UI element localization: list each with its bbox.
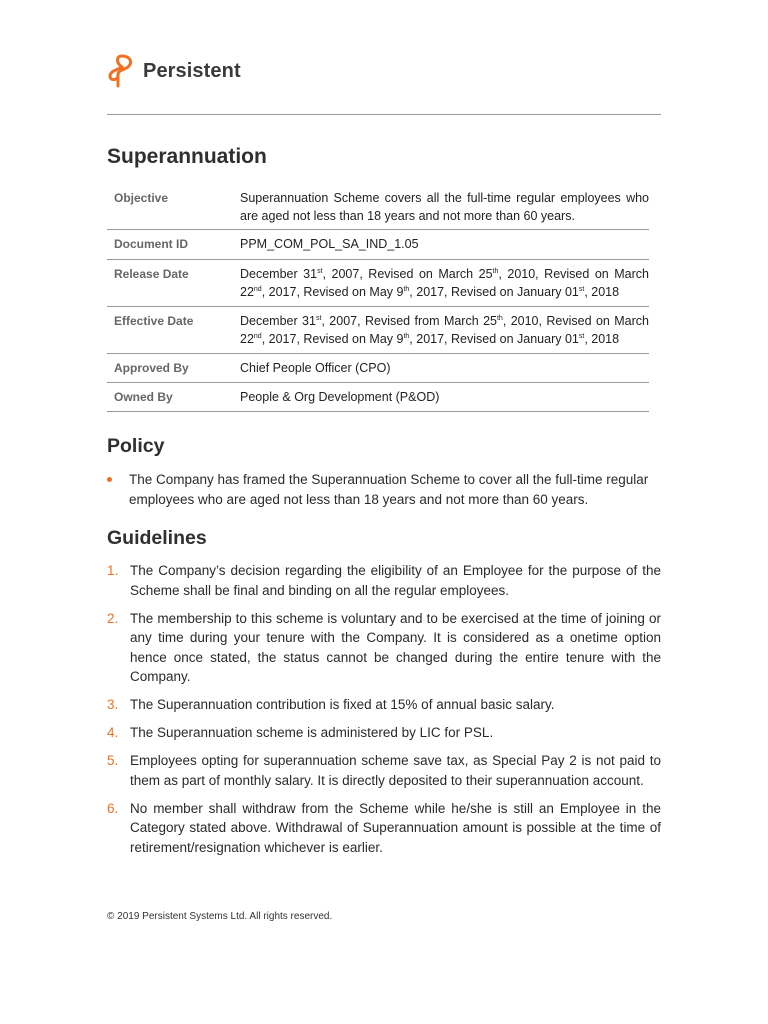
list-item [107,609,661,687]
meta-label: Owned By [107,383,240,412]
guideline-text: The membership to this scheme is voluntary and to be exercised at the time of joining or any time during your tenure with the Company. It is considered as a onetime option hence once stated, the status cannot be changed during the entire tenure with the Company. [130,610,661,684]
meta-row-release-date [107,260,649,307]
meta-row-document-id [107,230,649,260]
meta-row-objective [107,183,649,230]
guidelines-heading: Guidelines [107,527,207,549]
guideline-text: The Superannuation contribution is fixed at 15% of annual basic salary. [130,697,555,712]
document-meta-table [107,183,649,412]
list-item [107,561,661,600]
logo-text: Persistent [143,59,241,82]
header-divider [107,114,661,115]
guidelines-list [107,561,661,866]
policy-list [107,470,661,510]
list-number: 6. [107,800,119,816]
guideline-text: No member shall withdraw from the Scheme while he/she is still an Employee in the Category stated above. Withdrawal of Superannuation amount is possible at the time of retirement/resignation whichever is earlier. [130,800,661,855]
meta-label: Release Date [107,260,240,307]
meta-value: December 31st, 2007, Revised on March 25th, 2010, Revised on March 22nd, 2017, Revised on May 9th, 2017, Revised on January 01st, 2018 [240,260,649,307]
meta-value: Chief People Officer (CPO) [240,354,649,383]
meta-value: People & Org Development (P&OD) [240,383,649,412]
bullet-icon [107,477,112,482]
meta-label: Approved By [107,354,240,383]
meta-label: Objective [107,183,240,230]
list-number: 5. [107,753,119,768]
policy-text: The Company has framed the Superannuation Scheme to cover all the full-time regular employees who are aged not less than 18 years and not more than 60 years. [129,472,649,507]
meta-row-approved-by [107,354,649,383]
meta-label: Effective Date [107,307,240,354]
meta-value: PPM_COM_POL_SA_IND_1.05 [240,230,649,260]
meta-row-owned-by [107,383,649,412]
page-title: Superannuation [107,145,267,168]
meta-value: December 31st, 2007, Revised from March 25th, 2010, Revised on March 22nd, 2017, Revised on May 9th, 2017, Revised on January 01st, 2018 [240,307,649,354]
list-item [107,470,661,510]
list-item [107,799,661,858]
policy-heading: Policy [107,435,165,457]
persistent-logo-icon [107,54,137,88]
meta-row-effective-date [107,307,649,354]
guideline-text: Employees opting for superannuation scheme save tax, as Special Pay 2 is not paid to them as part of monthly salary. It is directly deposited to their superannuation account. [130,753,661,788]
list-number: 1. [107,563,119,578]
list-number: 4. [107,725,119,740]
list-item [107,695,661,715]
guideline-text: The Superannuation scheme is administered by LIC for PSL. [130,725,494,740]
company-logo [107,54,241,88]
list-number: 2. [107,610,119,626]
list-item [107,751,661,790]
meta-value: Superannuation Scheme covers all the full-time regular employees who are aged not less than 18 years and not more than 60 years. [240,183,649,230]
guideline-text: The Company’s decision regarding the eligibility of an Employee for the purpose of the Scheme shall be final and binding on all the regular employees. [130,563,661,598]
list-item [107,723,661,743]
list-number: 3. [107,697,119,712]
meta-label: Document ID [107,230,240,260]
footer-copyright: © 2019 Persistent Systems Ltd. All rights reserved. [107,911,333,922]
